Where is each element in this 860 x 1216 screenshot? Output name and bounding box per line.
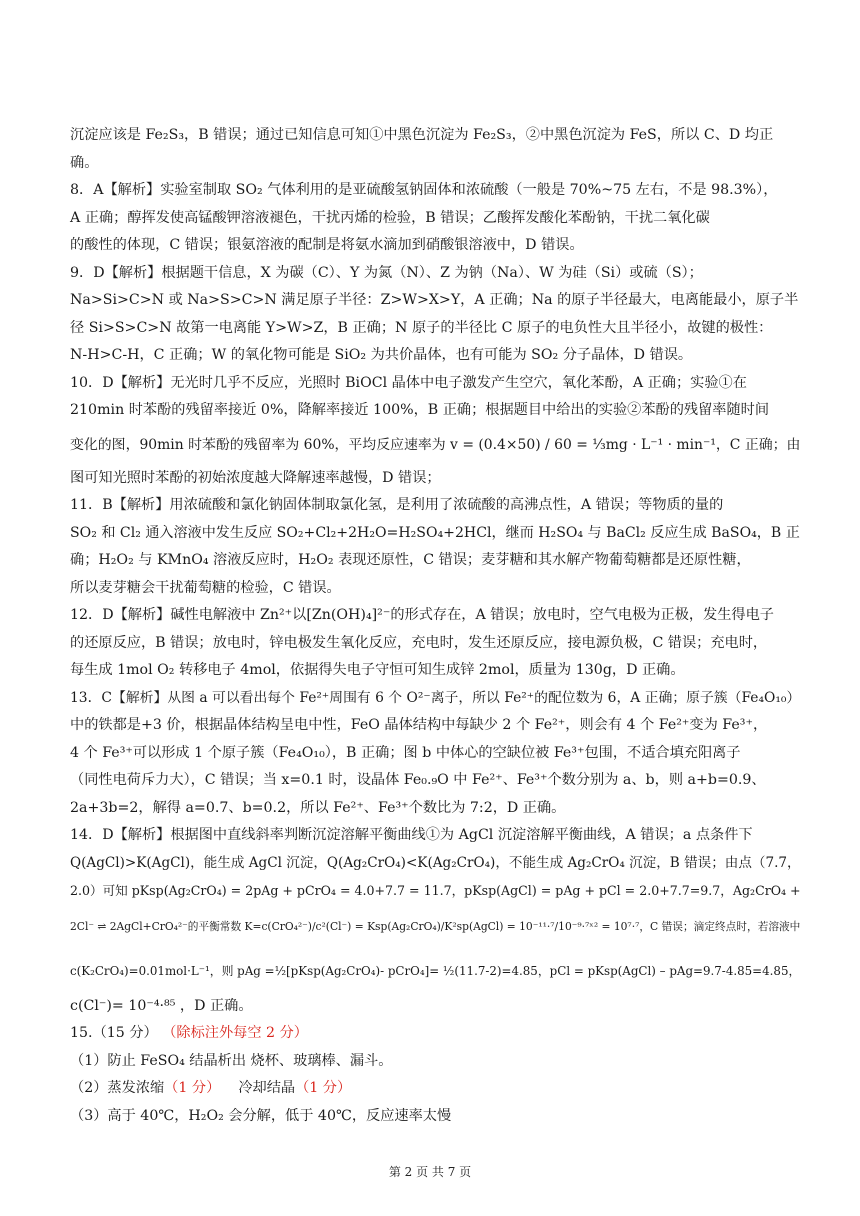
text-line: 210min 时苯酚的残留率接近 0%，降解率接近 100%，B 正确；根据题目中给出的实验②苯酚的残留率随时间 — [70, 402, 770, 418]
text-line: 图可知光照时苯酚的初始浓度越大降解速率越慢，D 错误； — [70, 469, 441, 486]
text-line: （1）防止 FeSO₄ 结晶析出 烧杯、玻璃棒、漏斗。 — [70, 1052, 393, 1069]
text-line: A 正确；醇挥发使高锰酸钾溶液褪色，干扰丙烯的检验，B 错误；乙酸挥发酸化苯酚钠，干扰二氧化碳 — [70, 209, 710, 226]
document-body — [70, 122, 800, 1130]
text-line: 的酸性的体现，C 错误；银氨溶液的配制是将氨水滴加到硝酸银溶液中，D 错误。 — [70, 237, 584, 253]
section-header — [70, 1020, 800, 1048]
text-line: N-H>C-H，C 正确；W 的氧化物可能是 SiO₂ 为共价晶体，也有可能为 SO₂ 分子晶体，D 错误。 — [70, 347, 693, 363]
question-number: 15.（15 分） — [70, 1025, 158, 1041]
text-line: 4 个 Fe³⁺可以形成 1 个原子簇（Fe₄O₁₀），B 正确；图 b 中体心的空缺位被 Fe³⁺包围，不适合填充阳离子 — [70, 744, 741, 761]
text-line: 8．A【解析】实验室制取 SO₂ 气体利用的是亚硫酸氢钠固体和浓硫酸（一般是 70%~75 左右，不是 98.3%）， — [70, 182, 778, 198]
text-line: 每生成 1mol O₂ 转移电子 4mol，依据得失电子守恒可知生成锌 2mol，质量为 130g，D 正确。 — [70, 662, 685, 678]
text-line: 沉淀应该是 Fe₂S₃，B 错误；通过已知信息可知①中黑色沉淀为 Fe₂S₃，②中黑色沉淀为 FeS，所以 C、D 均正 — [70, 127, 774, 143]
text-line: 中的铁都是+3 价，根据晶体结构呈电中性，FeO 晶体结构中每缺少 2 个 Fe²⁺，则会有 4 个 Fe²⁺变为 Fe³⁺， — [70, 717, 768, 733]
text-line: 径 Si>S>C>N 故第一电离能 Y>W>Z，B 正确；N 原子的半径比 C 原子的电负性大且半径小，故键的极性： — [70, 319, 773, 336]
scoring-note: （除标注外每空 2 分） — [162, 1025, 308, 1041]
text-line: 变化的图，90min 时苯酚的残留率为 60%，平均反应速率为 v = (0.4×50) / 60 = ⅓mg · L⁻¹ · min⁻¹，C 正确；由 — [70, 436, 801, 453]
text-line: 9．D【解析】根据题干信息，X 为碳（C）、Y 为氮（N）、Z 为钠（Na）、W 为硅（Si）或硫（S）； — [70, 264, 703, 281]
text-line: 确；H₂O₂ 与 KMnO₄ 溶液反应时，H₂O₂ 表现还原性，C 错误；麦芽糖和其水解产物葡萄糖都是还原性糖， — [70, 552, 751, 568]
text-line — [70, 1075, 800, 1103]
text-line: c(Cl⁻)= 10⁻⁴·⁸⁵ ，D 正确。 — [70, 997, 253, 1014]
text-line: 13．C【解析】从图 a 可以看出每个 Fe²⁺周围有 6 个 O²⁻离子，所以 Fe²⁺的配位数为 6，A 正确；原子簇（Fe₄O₁₀） — [70, 689, 801, 706]
text-line: 14．D【解析】根据图中直线斜率判断沉淀溶解平衡曲线①为 AgCl 沉淀溶解平衡曲线，A 错误；a 点条件下 — [70, 827, 753, 843]
text-line: Q(AgCl)>K(AgCl)，能生成 AgCl 沉淀，Q(Ag₂CrO₄)<K(Ag₂CrO₄)，不能生成 Ag₂CrO₄ 沉淀，B 错误；由点（7.7， — [70, 854, 801, 871]
text-line: 2a+3b=2，解得 a=0.7、b=0.2，所以 Fe²⁺、Fe³⁺个数比为 7:2，D 正确。 — [70, 799, 566, 816]
score-note: （1 分） — [164, 1080, 221, 1096]
text-line: 确。 — [70, 154, 99, 171]
answer-text: （2）蒸发浓缩 — [70, 1080, 165, 1096]
answer-text: 冷却结晶 — [238, 1080, 296, 1096]
text-line: 12．D【解析】碱性电解液中 Zn²⁺以[Zn(OH)₄]²⁻的形式存在，A 错误；放电时，空气电极为正极，发生得电子 — [70, 607, 774, 623]
text-line: 2.0）可知 pKsp(Ag₂CrO₄) = 2pAg + pCrO₄ = 4.0+7.7 = 11.7，pKsp(AgCl) = pAg + pCl = 2.0+7.7=9.7，Ag₂CrO₄ + — [70, 883, 801, 898]
text-line: SO₂ 和 Cl₂ 通入溶液中发生反应 SO₂+Cl₂+2H₂O=H₂SO₄+2HCl，继而 H₂SO₄ 与 BaCl₂ 反应生成 BaSO₄，B 正 — [70, 524, 800, 541]
text-line: （3）高于 40℃，H₂O₂ 会分解，低于 40℃，反应速率太慢 — [70, 1107, 452, 1124]
text-line: c(K₂CrO₄)=0.01mol·L⁻¹，则 pAg =½[pKsp(Ag₂CrO₄)- pCrO₄]= ½(11.7-2)=4.85，pCl = pKsp(AgCl) – pAg=9.7-4.85=4.85， — [70, 963, 801, 978]
text-line: 10．D【解析】无光时几乎不反应，光照时 BiOCl 晶体中电子激发产生空穴，氧化苯酚，A 正确；实验①在 — [70, 374, 747, 391]
text-line: 2Cl⁻ ⇌ 2AgCl+CrO₄²⁻的平衡常数 K=c(CrO₄²⁻)/c²(Cl⁻) = Ksp(Ag₂CrO₄)/K²sp(AgCl) = 10⁻¹¹·⁷/10⁻⁹·⁷ˣ² = 10⁷·⁷，C 错误；滴定终点时，若溶液中 — [70, 919, 801, 933]
text-line: 的还原反应，B 错误；放电时，锌电极发生氧化反应，充电时，发生还原反应，接电源负极，C 错误；充电时， — [70, 634, 768, 651]
text-line: 所以麦芽糖会干扰葡萄糖的检验，C 错误。 — [70, 579, 341, 596]
text-line: （同性电荷斥力大），C 错误；当 x=0.1 时，设晶体 Fe₀.₉O 中 Fe²⁺、Fe³⁺个数分别为 a、b，则 a+b=0.9、 — [70, 772, 766, 788]
score-note: （1 分） — [295, 1080, 352, 1096]
page-footer: 第 2 页 共 7 页 — [388, 1165, 472, 1179]
text-line: 11．B【解析】用浓硫酸和氯化钠固体制取氯化氢，是利用了浓硫酸的高沸点性，A 错误；等物质的量的 — [70, 497, 724, 513]
text-line: Na>Si>C>N 或 Na>S>C>N 满足原子半径：Z>W>X>Y，A 正确；Na 的原子半径最大，电离能最小，原子半 — [70, 292, 799, 308]
